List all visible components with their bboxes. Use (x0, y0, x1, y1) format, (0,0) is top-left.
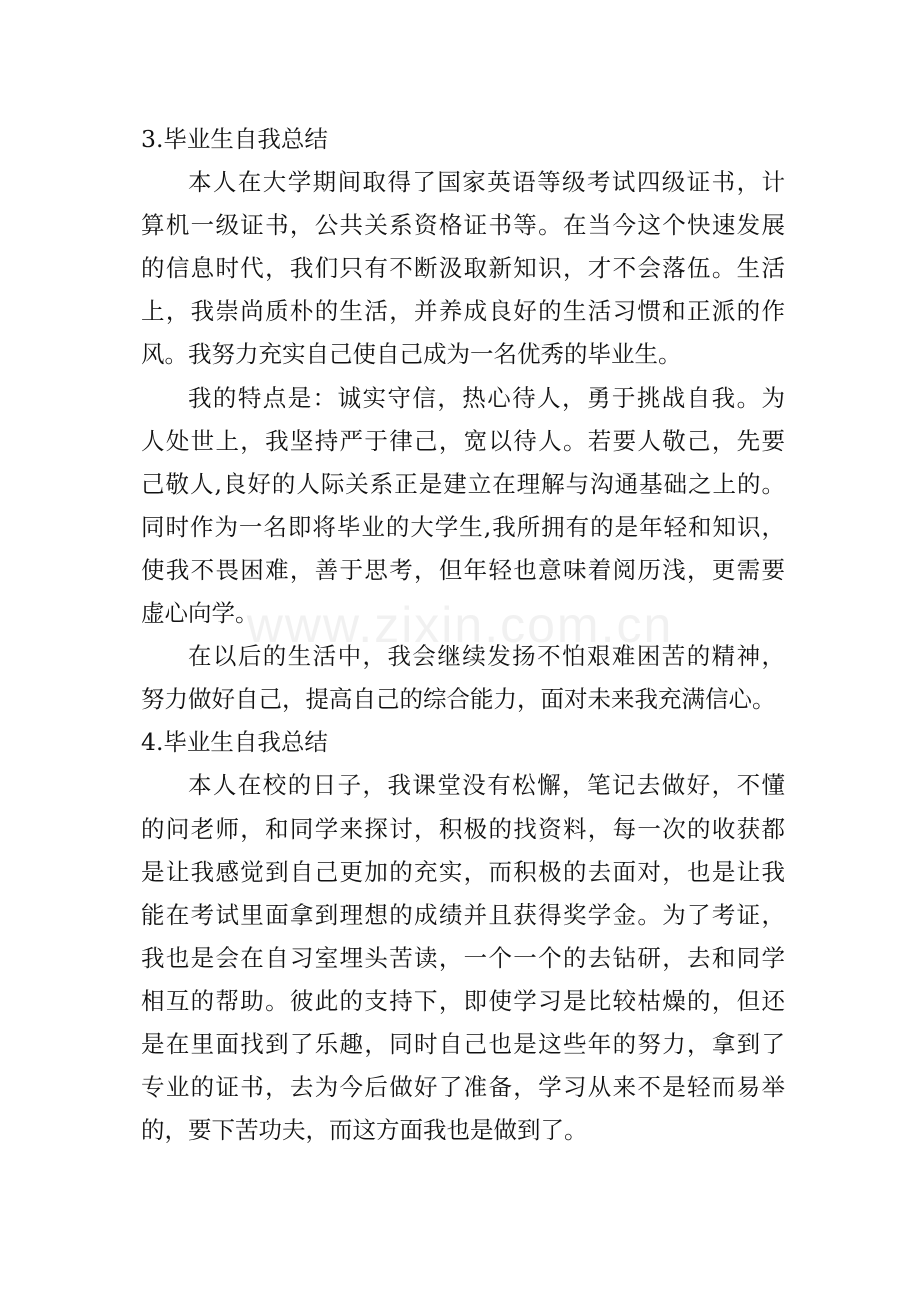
text-line: 己敬人,良好的人际关系正是建立在理解与沟通基础之上的。 (141, 469, 785, 498)
text-line: 的，要下苦功夫，而这方面我也是做到了。 (141, 1116, 588, 1145)
section-heading: 3.毕业生自我总结 (141, 125, 328, 153)
section-heading: 4.毕业生自我总结 (141, 728, 328, 757)
text-line: 本人在校的日子，我课堂没有松懈，笔记去做好，不懂 (188, 771, 785, 800)
text-line: 专业的证书，去为今后做好了准备，学习从来不是轻而易举 (141, 1073, 785, 1102)
watermark: www.zixin.com.cn (246, 597, 674, 653)
text-line: 使我不畏困难，善于思考，但年轻也意味着阅历浅，更需要 (141, 555, 785, 584)
text-line: 是在里面找到了乐趣，同时自己也是这些年的努力，拿到了 (141, 1029, 785, 1058)
text-line: 相互的帮助。彼此的支持下，即使学习是比较枯燥的，但还 (141, 986, 785, 1015)
paragraph (141, 764, 785, 1152)
document-body (141, 118, 785, 1152)
text-line: 算机一级证书，公共关系资格证书等。在当今这个快速发展 (141, 211, 785, 240)
text-line: 的问老师，和同学来探讨，积极的找资料，每一次的收获都 (141, 814, 785, 843)
text-line: 是让我感觉到自己更加的充实，而积极的去面对，也是让我 (141, 857, 785, 886)
text-line: 本人在大学期间取得了国家英语等级考试四级证书，计 (188, 168, 785, 197)
text-line: 努力做好自己，提高自己的综合能力，面对未来我充满信心。 (141, 685, 776, 714)
paragraph (141, 377, 785, 636)
text-line: 我的特点是：诚实守信，热心待人，勇于挑战自我。为 (188, 383, 785, 412)
text-line: 在以后的生活中，我会继续发扬不怕艰难困苦的精神， (188, 642, 785, 671)
text-line: 虚心向学。 (141, 599, 259, 628)
text-line: 我也是会在自习室埋头苦读，一个一个的去钻研，去和同学 (141, 943, 785, 972)
text-line: 人处世上，我坚持严于律己，宽以待人。若要人敬己，先要 (141, 426, 785, 455)
text-line: 上，我崇尚质朴的生活，并养成良好的生活习惯和正派的作 (141, 297, 785, 326)
text-line: 风。我努力充实自己使自己成为一名优秀的毕业生。 (141, 340, 682, 369)
text-line: 同时作为一名即将毕业的大学生,我所拥有的是年轻和知识， (141, 512, 785, 541)
paragraph (141, 161, 785, 376)
paragraph (141, 635, 785, 721)
text-line: 能在考试里面拿到理想的成绩并且获得奖学金。为了考证， (141, 900, 785, 929)
text-line: 的信息时代，我们只有不断汲取新知识，才不会落伍。生活 (141, 254, 785, 283)
